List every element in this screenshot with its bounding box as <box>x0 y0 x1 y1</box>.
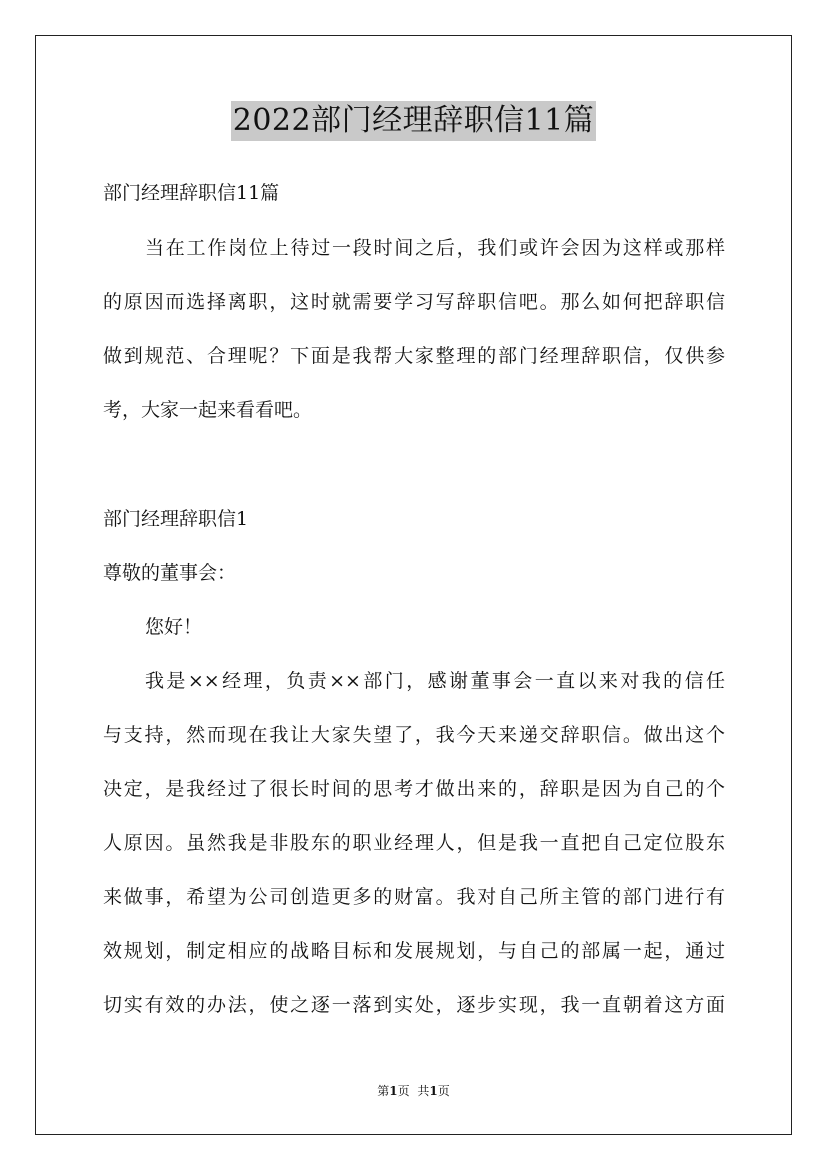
body-line: 切实有效的办法，使之逐一落到实处，逐步实现，我一直朝着这方面 <box>103 994 725 1016</box>
body-line: 我是××经理，负责××部门，感谢董事会一直以来对我的信任 <box>145 670 725 692</box>
intro-line: 考，大家一起来看看吧。 <box>103 399 313 421</box>
title-container <box>0 101 827 141</box>
body-line: 决定，是我经过了很长时间的思考才做出来的，辞职是因为自己的个 <box>103 778 725 800</box>
page-prefix: 第 <box>377 1084 390 1098</box>
greeting: 您好！ <box>145 616 203 638</box>
intro-line: 的原因而选择离职，这时就需要学习写辞职信吧。那么如何把辞职信 <box>103 291 725 313</box>
document-subtitle: 部门经理辞职信11篇 <box>103 182 280 204</box>
page-footer <box>0 1083 827 1099</box>
document-title: 2022部门经理辞职信11篇 <box>231 101 597 141</box>
intro-line: 当在工作岗位上待过一段时间之后，我们或许会因为这样或那样 <box>145 237 725 259</box>
total-pages: 1 <box>429 1084 438 1098</box>
total-suffix: 页 <box>437 1084 450 1098</box>
body-line: 与支持，然而现在我让大家失望了，我今天来递交辞职信。做出这个 <box>103 724 725 746</box>
body-line: 效规划，制定相应的战略目标和发展规划，与自己的部属一起，通过 <box>103 940 725 962</box>
intro-line: 做到规范、合理呢？下面是我帮大家整理的部门经理辞职信，仅供参 <box>103 345 725 367</box>
page-number: 1 <box>389 1084 398 1098</box>
body-line: 来做事，希望为公司创造更多的财富。我对自己所主管的部门进行有 <box>103 886 725 908</box>
page-suffix: 页 <box>397 1084 410 1098</box>
salutation: 尊敬的董事会： <box>103 562 237 584</box>
total-prefix: 共 <box>417 1084 430 1098</box>
body-line: 人原因。虽然我是非股东的职业经理人，但是我一直把自己定位股东 <box>103 832 725 854</box>
section-heading: 部门经理辞职信1 <box>103 508 249 530</box>
